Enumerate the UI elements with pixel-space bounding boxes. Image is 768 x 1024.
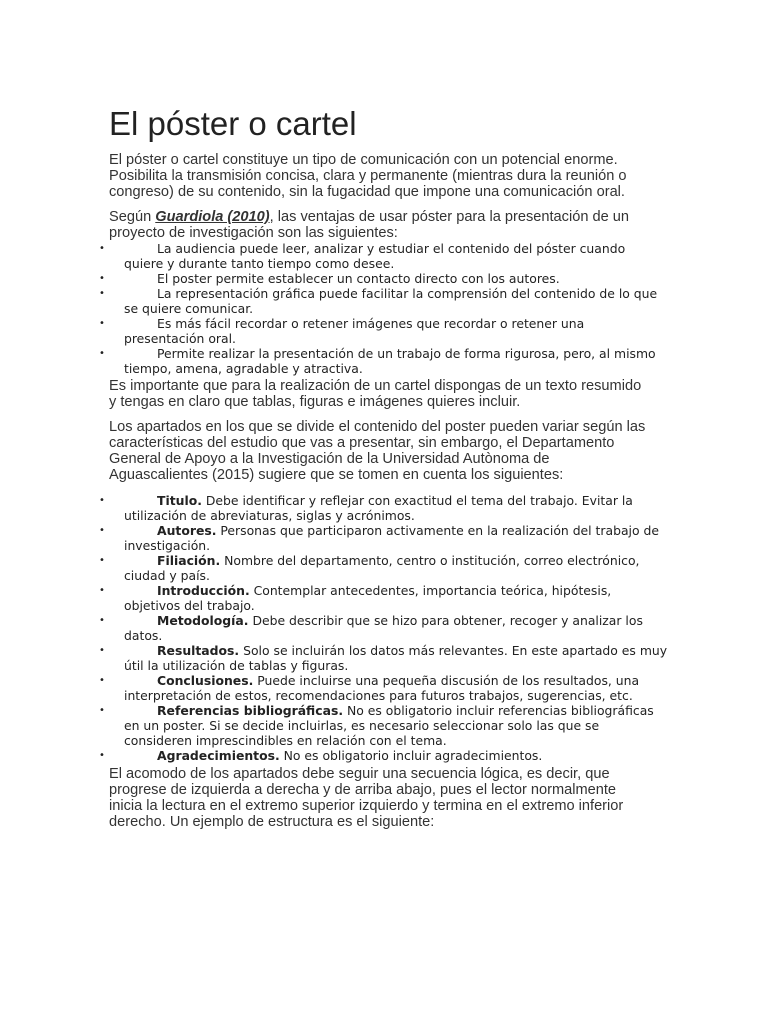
section-desc: Personas que participaron activamente en la realización del trabajo de investigación. [124,523,660,553]
advantages-intro-paragraph [109,209,649,241]
section-term: Autores. [157,523,217,538]
section-desc: No es obligatorio incluir referencias bibliográficas en un poster. Si se decide incluirlas, es necesario seleccionar solo las que se consideren imprescindibles en relación con el tema. [124,703,654,748]
list-item [0,523,768,553]
intro-paragraph: El póster o cartel constituye un tipo de comunicación con un potencial enorme. Posibilita la transmisión concisa, clara y permanente (mientras dura la reunión o congreso) de su contenido, sin la fugacidad que impone una comunicación oral. [109,152,627,200]
closing-paragraph: El acomodo de los apartados debe seguir una secuencia lógica, es decir, que progrese de izquierda a derecha y de arriba abajo, pues el lector normalmente inicia la lectura en el extremo superior izquierdo y termina en el extremo inferior derecho. Un ejemplo de estructura es el siguiente: [109,766,624,830]
list-item [0,553,768,583]
bullet-icon: • [99,243,105,254]
list-item [0,286,768,316]
section-term: Resultados. [157,643,240,658]
bullet-icon: • [99,750,105,761]
section-term: Referencias bibliográficas. [157,703,344,718]
section-desc: Nombre del departamento, centro o institución, correo electrónico, ciudad y país. [124,553,640,583]
list-item [0,241,768,271]
list-item [0,703,768,748]
bullet-icon: • [99,525,105,536]
page-title: El póster o cartel [109,105,357,142]
sections-list [0,493,768,763]
section-desc: No es obligatorio incluir agradecimientos. [279,748,543,763]
bullet-icon: • [99,348,105,359]
bullet-icon: • [99,288,105,299]
advantage-text: La audiencia puede leer, analizar y estudiar el contenido del póster cuando quiere y durante tanto tiempo como desee. [124,241,626,271]
section-term: Agradecimientos. [157,748,280,763]
sections-intro-paragraph: Los apartados en los que se divide el contenido del poster pueden variar según las características del estudio que vas a presentar, sin embargo, el Departamento General de Apoyo a la Investigación de la Universidad Autònoma de Aguascalientes (2015) sugiere que se tomen en cuenta los siguientes: [109,419,646,483]
list-item [0,643,768,673]
section-desc: Solo se incluirán los datos más relevantes. En este apartado es muy útil la utilización de tablas y figuras. [124,643,668,673]
bullet-icon: • [99,273,105,284]
bullet-icon: • [99,705,105,716]
advantages-list [0,241,768,376]
advantages-intro-prefix: Según [109,209,156,225]
section-desc: Contemplar antecedentes, importancia teórica, hipótesis, objetivos del trabajo. [124,583,612,613]
bullet-icon: • [99,645,105,656]
bullet-icon: • [99,555,105,566]
list-item [0,673,768,703]
advantages-intro-suffix: , las ventajas de usar póster para la presentación de un proyecto de investigación son las siguientes: [109,209,630,241]
section-term: Filiación. [157,553,221,568]
list-item [0,316,768,346]
section-desc: Debe describir que se hizo para obtener, recoger y analizar los datos. [124,613,643,643]
advantage-text: Es más fácil recordar o retener imágenes que recordar o retener una presentación oral. [124,316,585,346]
section-term: Metodología. [157,613,249,628]
advantage-text: El poster permite establecer un contacto directo con los autores. [157,271,560,286]
section-term: Conclusiones. [157,673,254,688]
section-desc: Puede incluirse una pequeña discusión de los resultados, una interpretación de estos, recomendaciones para futuros trabajos, sugerencias, etc. [124,673,640,703]
bullet-icon: • [99,585,105,596]
list-item [0,493,768,523]
list-item [0,583,768,613]
list-item [0,613,768,643]
advantage-text: Permite realizar la presentación de un trabajo de forma rigurosa, pero, al mismo tiempo, amena, agradable y atractiva. [124,346,656,376]
section-term: Titulo. [157,493,202,508]
summary-note-paragraph: Es importante que para la realización de un cartel dispongas de un texto resumido y tengas en claro que tablas, figuras e imágenes quieres incluir. [109,378,642,410]
list-item [0,748,768,763]
bullet-icon: • [99,675,105,686]
advantage-text: La representación gráfica puede facilitar la comprensión del contenido de lo que se quiere comunicar. [124,286,658,316]
citation-link[interactable]: Guardiola (2010) [155,209,270,225]
list-item [0,346,768,376]
bullet-icon: • [99,615,105,626]
bullet-icon: • [99,318,105,329]
section-term: Introducción. [157,583,250,598]
list-item [0,271,768,286]
section-desc: Debe identificar y reflejar con exactitud el tema del trabajo. Evitar la utilización de abreviaturas, siglas y acrónimos. [124,493,633,523]
bullet-icon: • [99,495,105,506]
